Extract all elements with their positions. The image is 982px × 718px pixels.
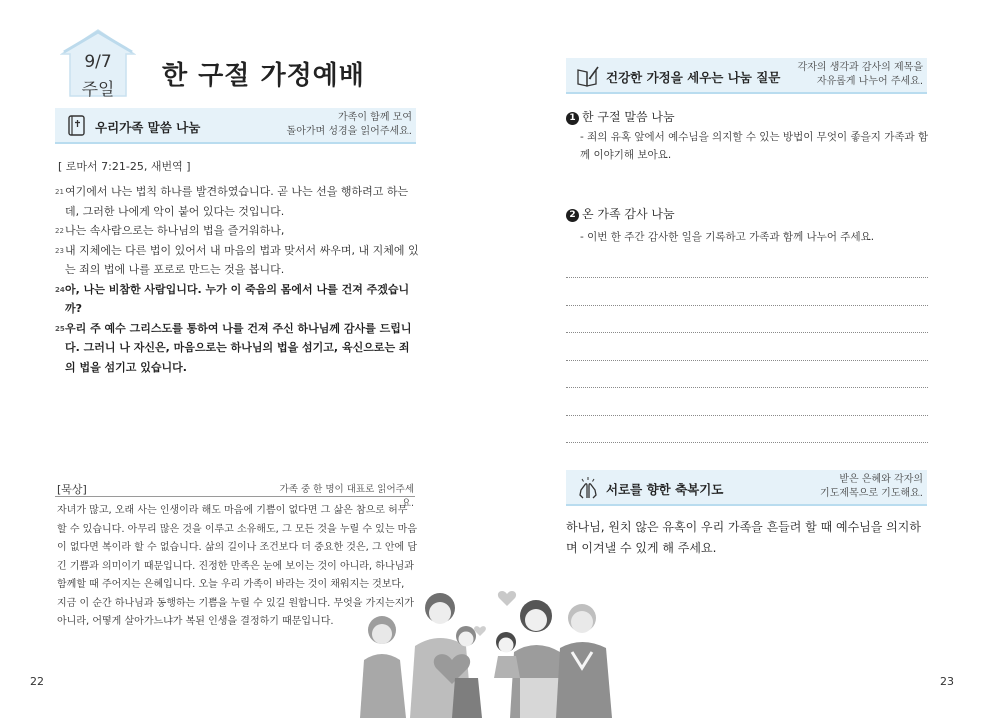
verse-text: 내 지체에는 다른 법이 있어서 내 마음의 법과 맞서서 싸우며, 내 지체에 있는 죄의 법에 나를 포로로 만드는 것을 봅니다. [65,243,419,276]
heart-icon [498,591,516,606]
question-number-badge: 2 [566,209,579,222]
scripture-verses [55,182,420,377]
verse-number: 25 [55,324,65,333]
verse-text: 아, 나는 비참한 사람입니다. 누가 이 죽음의 몸에서 나를 건져 주겠습니까? [65,282,410,315]
meditation-body: 자녀가 많고, 오래 사는 인생이라 해도 마음에 기쁨이 없다면 그 삶은 참으로 허무할 수 있습니다. 아무리 많은 것을 이루고 소유해도, 그 모든 것을 누릴 수 있는 마음이 없다면 복이라 할 수 없습니다. 삶의 길이나 조건보다 더 중요한 것은, 그 안에 담긴 기쁨과 의미이기 때문입니다. 진정한 만족은 눈에 보이는 것이 아니라, 하나님과 함께할 때 주어지는 은혜입니다. 오늘 우리 가족이 바라는 것이 채워지는 것보다, 지금 이 순간 하나님과 동행하는 기쁨을 누릴 수 있길 원합니다. 무엇을 가지는지가 아니라, 어떻게 살아가느냐가 복된 인생을 결정하기 때문입니다. [57,505,417,627]
question-note [798,61,923,89]
word-sharing-label: 우리가족 말씀 나눔 [95,120,201,135]
meditation-title: [묵상] [57,483,87,496]
verse-22 [55,221,420,241]
meditation-divider [55,496,415,497]
verse-23 [55,241,420,280]
prayer-note-line2: 기도제목으로 기도해요. [820,488,923,499]
verse-number: 24 [55,285,65,294]
prayer-note [820,473,923,501]
page-number-right: 23 [940,675,954,688]
date-label: 9/7 [84,52,112,72]
verse-text: 우리 주 예수 그리스도를 통하여 나를 건져 주신 하나님께 감사를 드립니다. 그러니 나 자신은, 마음으로는 하나님의 법을 섬기고, 육신으로는 죄의 법을 섬기고 있습니다. [65,321,412,374]
writing-line[interactable] [566,387,928,388]
question-1-title [566,108,675,125]
verse-number: 22 [55,227,64,235]
verse-text: 여기에서 나는 법칙 하나를 발견하였습니다. 곧 나는 선을 행하려고 하는데, 그러한 나에게 악이 붙어 있다는 것입니다. [65,185,409,218]
writing-line[interactable] [566,360,928,361]
date-badge [60,28,136,98]
verse-number: 23 [55,246,64,255]
family-illustration [360,578,622,718]
meditation-note: 가족 중 한 명이 대표로 읽어주세요. [279,484,414,509]
day-label: 주일 [81,80,115,100]
page-title: 한 구절 가정예배 [162,61,365,91]
word-sharing-note [287,111,412,139]
page-number-left: 22 [30,675,44,688]
word-sharing-note-line1: 가족이 함께 모여 [338,112,412,123]
question-header [566,58,927,94]
prayer-note-line1: 받은 은혜와 각자의 [839,474,923,485]
bible-icon [65,114,89,138]
question-1-body: - 죄의 유혹 앞에서 예수님을 의지할 수 있는 방법이 무엇이 좋을지 가족과 함께 이야기해 보아요. [580,131,929,161]
question-title-text: 온 가족 감사 나눔 [582,207,675,221]
prayer-header [566,470,927,506]
writing-line[interactable] [566,332,928,333]
praying-hands-icon [576,476,600,500]
book-pen-icon [576,64,600,88]
question-label: 건강한 가정을 세우는 나눔 질문 [606,70,781,85]
verse-number: 21 [55,188,64,196]
writing-line[interactable] [566,277,928,278]
question-note-line1: 각자의 생각과 감사의 제목을 [797,62,923,73]
question-title-text: 한 구절 말씀 나눔 [582,110,675,124]
question-2-title [566,205,675,222]
prayer-label: 서로를 향한 축복기도 [606,482,724,497]
writing-line[interactable] [566,305,928,306]
question-2-body: - 이번 한 주간 감사한 일을 기록하고 가족과 함께 나누어 주세요. [580,231,875,243]
verse-24 [55,280,420,319]
writing-line[interactable] [566,442,928,443]
prayer-text: 하나님, 원치 않은 유혹이 우리 가족을 흔들려 할 때 예수님을 의지하며 이겨낼 수 있게 해 주세요. [566,520,921,555]
question-note-line2: 자유롭게 나누어 주세요. [816,76,923,87]
writing-line[interactable] [566,415,928,416]
verse-text: 나는 속사람으로는 하나님의 법을 즐거워하나, [65,224,285,237]
word-sharing-header [55,108,416,144]
question-number-badge: 1 [566,112,579,125]
verse-21 [55,182,420,221]
word-sharing-note-line2: 돌아가며 성경을 읽어주세요. [286,126,412,137]
scripture-reference: [ 로마서 7:21-25, 새번역 ] [58,160,191,173]
verse-25 [55,319,420,378]
